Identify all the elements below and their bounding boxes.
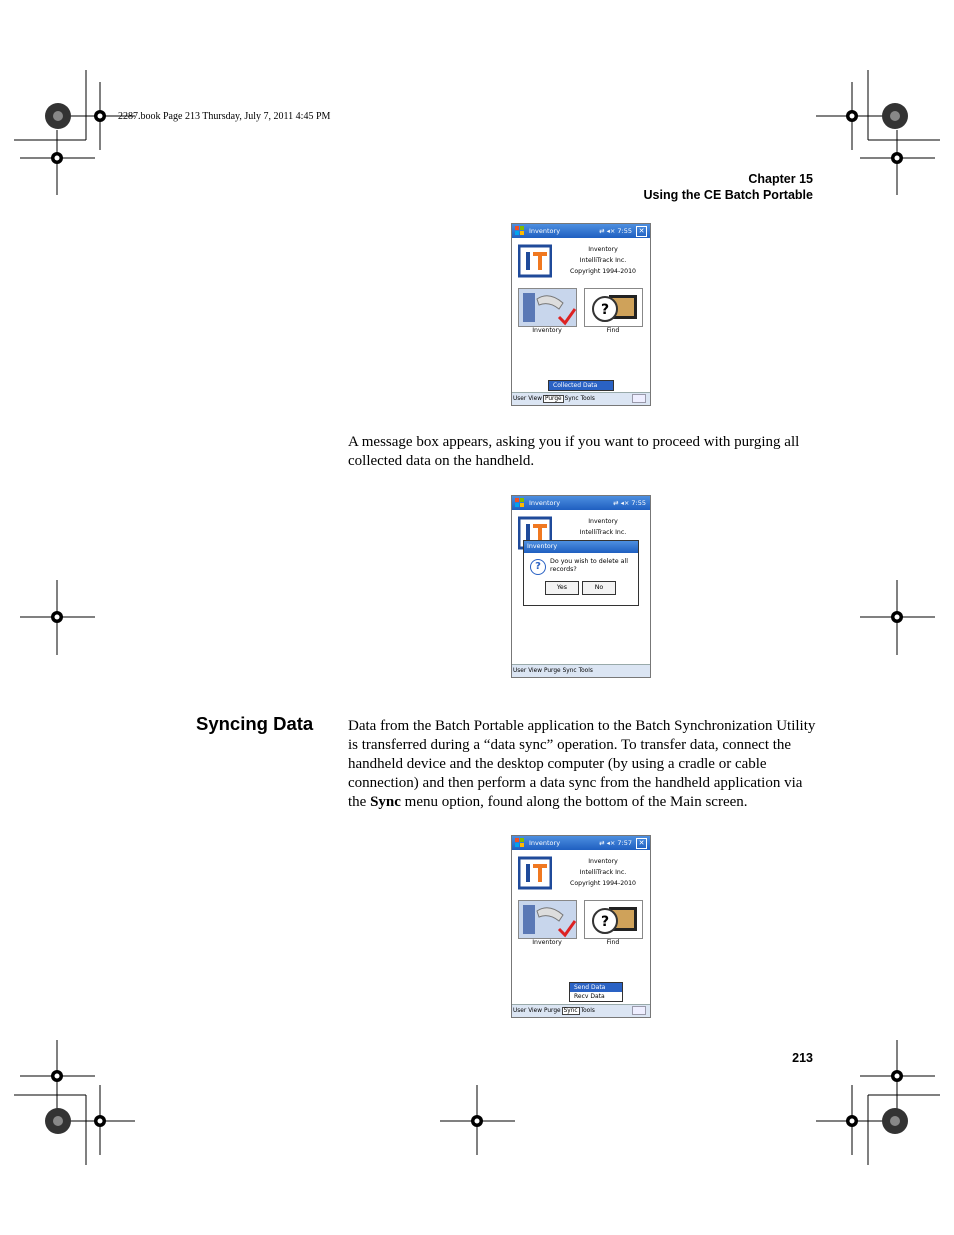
windows-start-icon xyxy=(515,838,525,848)
clock: ⇄ ◂× 7:55 xyxy=(613,499,646,507)
device-screenshot-purge-menu xyxy=(511,223,651,406)
windows-start-icon xyxy=(515,226,525,236)
device-screenshot-delete-dialog xyxy=(511,495,651,678)
section-label: Using the CE Batch Portable xyxy=(643,188,813,202)
app-info: Inventory IntelliTrack Inc. Copyright 1994-2010 xyxy=(570,246,636,275)
sync-paragraph: Data from the Batch Portable application to the Batch Synchronization Utility is transferred during a “data sync” operation. To transfer data, connect the handheld device and the desktop computer (by using a cradle or cable connection) and then perform a data sync from the handheld application via the Sync menu option, found along the bottom of the Main screen. xyxy=(348,718,816,810)
yes-button: Yes xyxy=(545,581,579,595)
sync-popup-menu xyxy=(569,982,623,1002)
find-tile xyxy=(584,900,643,939)
find-illustration-icon xyxy=(585,901,642,938)
find-label: Find xyxy=(606,939,620,946)
find-tile xyxy=(584,288,643,327)
close-icon: ✕ xyxy=(636,226,647,237)
intellitrack-logo xyxy=(518,856,552,890)
svg-text:?: ? xyxy=(601,302,610,318)
menu-bar: User View Purge Sync Tools xyxy=(512,392,650,405)
app-title: Inventory xyxy=(529,839,561,847)
dialog-title: Inventory xyxy=(524,541,638,553)
purge-popup-menu xyxy=(548,380,614,391)
inventory-illustration-icon xyxy=(519,901,576,938)
inventory-tile xyxy=(518,288,577,327)
find-label: Find xyxy=(606,327,620,334)
dialog-message: Do you wish to delete all records? xyxy=(550,558,628,573)
keyboard-icon xyxy=(632,394,646,403)
menu-bar: User View Purge Sync Tools xyxy=(512,1004,650,1017)
inventory-illustration-icon xyxy=(519,289,576,326)
find-illustration-icon xyxy=(585,289,642,326)
app-info: Inventory IntelliTrack Inc. xyxy=(579,518,627,536)
slug-line: 2287.book Page 213 Thursday, July 7, 2011 4:45 PM xyxy=(118,111,331,122)
send-data-item: Send Data xyxy=(570,983,622,992)
inventory-tile xyxy=(518,900,577,939)
no-button: No xyxy=(582,581,616,595)
close-icon: ✕ xyxy=(636,838,647,849)
windows-start-icon xyxy=(515,498,525,508)
section-heading: Syncing Data xyxy=(196,713,314,734)
menu-bar: User View Purge Sync Tools xyxy=(512,664,650,677)
page-number: 213 xyxy=(792,1051,813,1065)
title-bar xyxy=(512,496,650,510)
inventory-label: Inventory xyxy=(532,327,562,334)
sync-bold: Sync xyxy=(370,794,401,810)
app-info: Inventory IntelliTrack Inc. Copyright 1994-2010 xyxy=(570,858,636,887)
title-bar xyxy=(512,836,650,850)
purge-message-paragraph: A message box appears, asking you if you want to proceed with purging all collected data on the handheld. xyxy=(348,434,800,469)
device-screenshot-sync-menu xyxy=(511,835,651,1018)
title-bar xyxy=(512,224,650,238)
question-icon: ? xyxy=(530,559,546,575)
intellitrack-logo xyxy=(518,244,552,278)
keyboard-icon xyxy=(632,1006,646,1015)
app-title: Inventory xyxy=(529,499,561,507)
chapter-label: Chapter 15 xyxy=(748,172,813,186)
confirm-dialog xyxy=(523,540,639,606)
recv-data-item: Recv Data xyxy=(574,993,605,1000)
app-title: Inventory xyxy=(529,227,561,235)
clock: ⇄ ◂× 7:57 xyxy=(599,839,632,847)
clock: ⇄ ◂× 7:55 xyxy=(599,227,632,235)
svg-text:?: ? xyxy=(601,914,610,930)
collected-data-item: Collected Data xyxy=(549,381,613,390)
inventory-label: Inventory xyxy=(532,939,562,946)
